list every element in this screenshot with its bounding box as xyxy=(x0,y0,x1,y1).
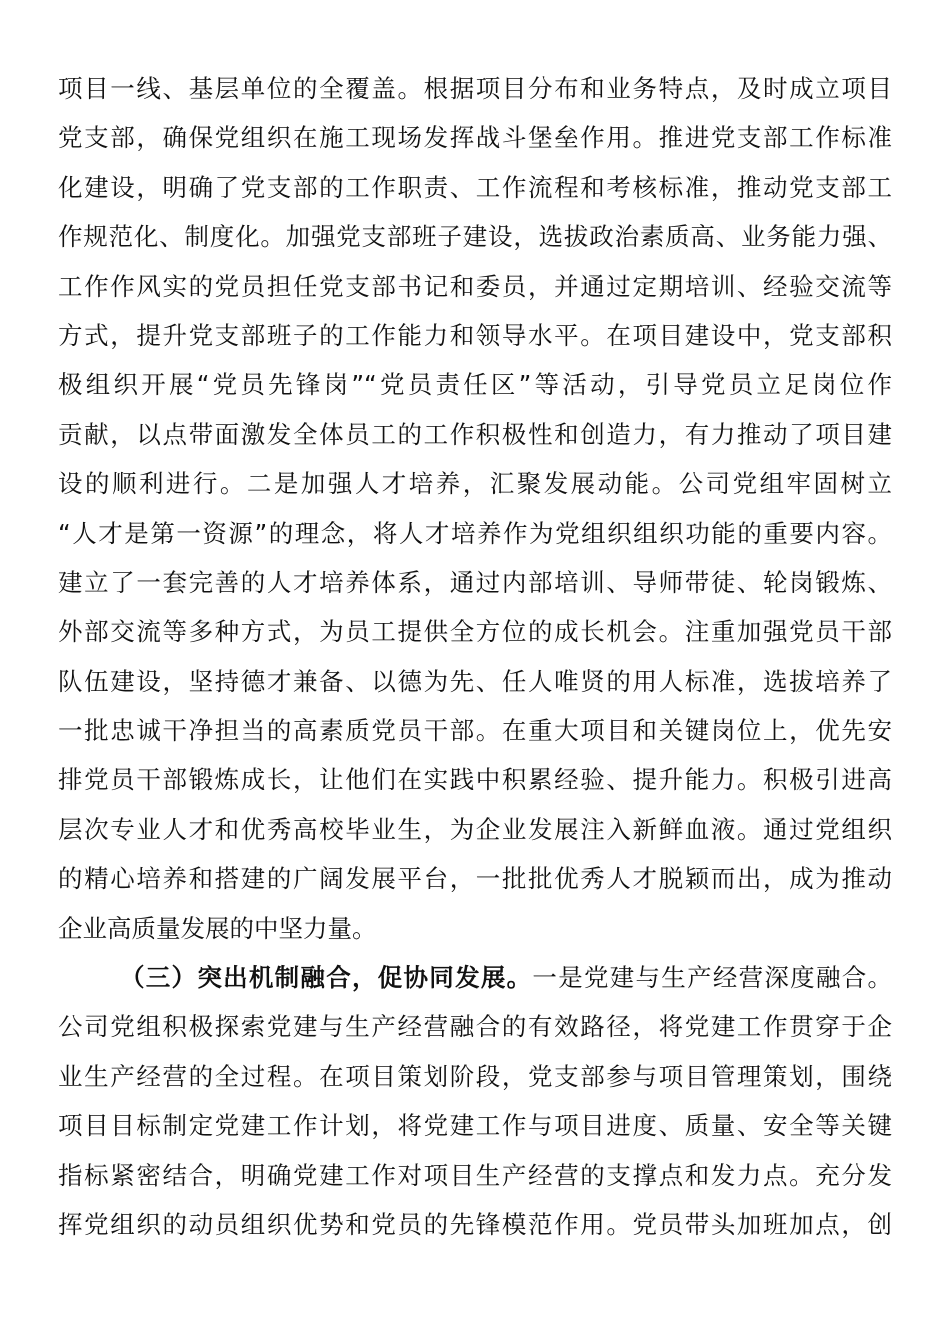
text-line: 建立了一套完善的人才培养体系，通过内部培训、导师带徒、轮岗锻炼、 xyxy=(58,567,892,597)
text-line: 排党员干部锻炼成长，让他们在实践中积累经验、提升能力。积极引进高 xyxy=(58,765,892,795)
text-line: 工作作风实的党员担任党支部书记和委员，并通过定期培训、经验交流等 xyxy=(58,271,892,301)
body-text xyxy=(58,64,892,1249)
text-line: 业生产经营的全过程。在项目策划阶段，党支部参与项目管理策划，围绕 xyxy=(58,1061,892,1091)
text-line: 外部交流等多种方式，为员工提供全方位的成长机会。注重加强党员干部 xyxy=(58,617,892,647)
text-line: 公司党组积极探索党建与生产经营融合的有效路径，将党建工作贯穿于企 xyxy=(58,1012,892,1042)
text-line: 贡献，以点带面激发全体员工的工作积极性和创造力，有力推动了项目建 xyxy=(58,419,892,449)
text-line: 极组织开展“党员先锋岗”“党员责任区”等活动，引导党员立足岗位作 xyxy=(58,370,892,400)
section-heading-line xyxy=(58,953,892,1002)
text-line: 层次专业人才和优秀高校毕业生，为企业发展注入新鲜血液。通过党组织 xyxy=(58,814,892,844)
section-heading: （三）突出机制融合，促协同发展。 xyxy=(120,963,533,993)
text-line: 方式，提升党支部班子的工作能力和领导水平。在项目建设中，党支部积 xyxy=(58,320,892,350)
text-line: 党支部，确保党组织在施工现场发挥战斗堡垒作用。推进党支部工作标准 xyxy=(58,123,892,153)
section-heading-rest: 一是党建与生产经营深度融合。 xyxy=(532,963,892,993)
text-line: 项目一线、基层单位的全覆盖。根据项目分布和业务特点，及时成立项目 xyxy=(58,74,892,103)
text-line: 指标紧密结合，明确党建工作对项目生产经营的支撑点和发力点。充分发 xyxy=(58,1160,892,1190)
text-line: 项目目标制定党建工作计划，将党建工作与项目进度、质量、安全等关键 xyxy=(58,1111,892,1141)
text-line: 队伍建设，坚持德才兼备、以德为先、任人唯贤的用人标准，选拔培养了 xyxy=(58,666,892,696)
text-line: 企业高质量发展的中坚力量。 xyxy=(58,913,377,943)
text-line: 挥党组织的动员组织优势和党员的先锋模范作用。党员带头加班加点，创 xyxy=(58,1209,892,1239)
text-line: 的精心培养和搭建的广阔发展平台，一批批优秀人才脱颖而出，成为推动 xyxy=(58,864,892,894)
text-line: 一批忠诚干净担当的高素质党员干部。在重大项目和关键岗位上，优先安 xyxy=(58,716,892,746)
text-line: “人才是第一资源”的理念，将人才培养作为党组织组织功能的重要内容。 xyxy=(58,518,892,548)
text-line: 作规范化、制度化。加强党支部班子建设，选拔政治素质高、业务能力强、 xyxy=(58,222,892,252)
text-line: 化建设，明确了党支部的工作职责、工作流程和考核标准，推动党支部工 xyxy=(58,172,892,202)
text-line: 设的顺利进行。二是加强人才培养，汇聚发展动能。公司党组牢固树立 xyxy=(58,469,892,499)
